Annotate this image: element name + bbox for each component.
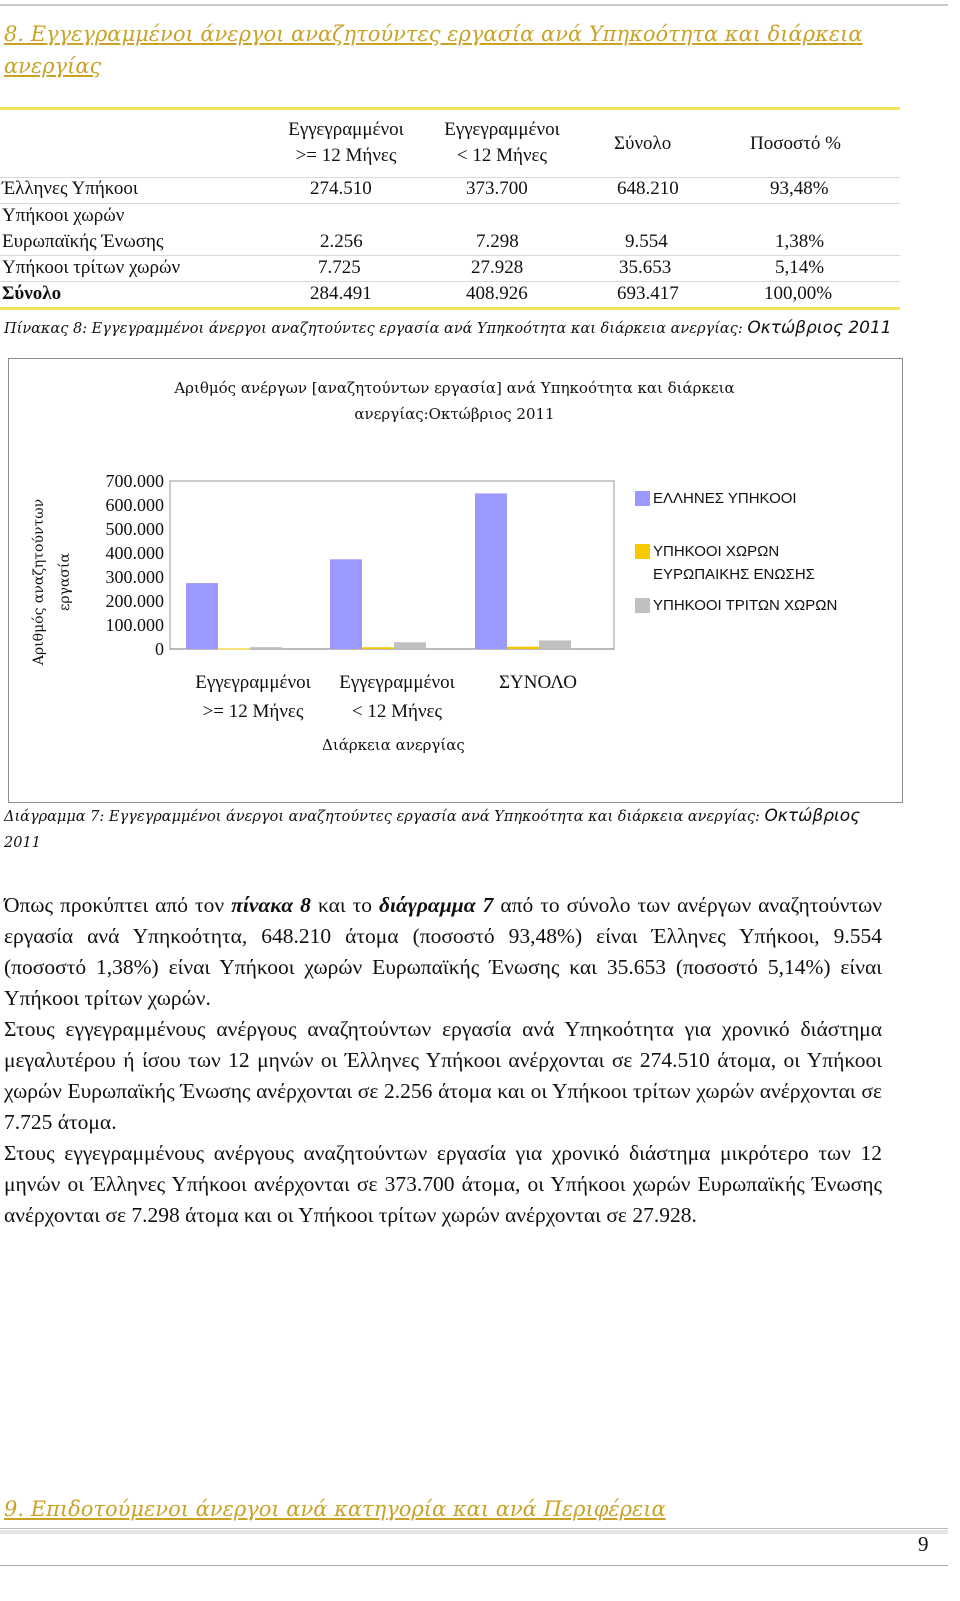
row-cell: 648.210 [617,178,679,199]
body-text [4,890,882,1231]
legend-swatch-eu [635,544,650,559]
chart-caption: Διάγραμμα 7: Εγγεγραμμένοι άνεργοι αναζητούντες εργασία ανά Υπηκοότητα και διάρκεια ανεργίας: Οκτώβριος 2011 [4,806,861,851]
row-cell: 9.554 [625,231,668,252]
bar-series-1-cat-1 [186,583,218,649]
bar-series-3-cat-1 [250,647,282,649]
legend-swatch-third [635,598,650,613]
row-label-total: Σύνολο [2,283,62,304]
legend-label-eu: ΥΠΗΚΟΟΙ ΧΩΡΩΝ ΕΥΡΩΠΑΙΚΗΣ ΕΝΩΣΗΣ [653,543,815,583]
legend-label-third: ΥΠΗΚΟΟΙ ΤΡΙΤΩΝ ΧΩΡΩΝ [653,597,838,614]
x-category-3: ΣΥΝΟΛΟ [498,672,578,693]
section-8-heading: 8. Εγγεγραμμένοι άνεργοι αναζητούντες εργασία ανά Υπηκοότητα και διάρκεια ανεργίας [4,22,863,78]
row-cell: 373.700 [466,178,528,199]
y-tick-label: 600.000 [105,495,164,515]
row-cell: 7.298 [476,231,519,252]
bar-series-2-cat-1 [218,648,250,649]
row-label: Υπήκοοι τρίτων χωρών [2,257,181,278]
row-cell: 100,00% [764,283,833,304]
row-label: Υπήκοοι χωρών [2,205,125,226]
y-tick-label: 700.000 [105,471,164,491]
row-cell: 27.928 [471,257,524,278]
row-cell: 2.256 [320,231,363,252]
x-category-1: Εγγεγραμμένοι >= 12 Μήνες [195,672,311,722]
section-9-heading: 9. Επιδοτούμενοι άνεργοι ανά κατηγορία και ανά Περιφέρεια [4,1497,666,1521]
x-category-2: Εγγεγραμμένοι < 12 Μήνες [339,672,455,722]
row-label: Έλληνες Υπήκοοι [2,178,139,199]
bar-series-2-cat-3 [507,647,539,649]
y-tick-label: 100.000 [105,615,164,635]
y-tick-label: 0 [155,639,164,659]
bar-series-2-cat-2 [362,647,394,649]
page-number: 9 [918,1532,929,1556]
row-cell: 5,14% [775,257,825,278]
row-cell: 1,38% [775,231,825,252]
legend-label-greek: ΕΛΛΗΝΕΣ ΥΠΗΚΟΟΙ [653,490,797,507]
chart-y-axis-title: Αριθμός αναζητούντων εργασία [31,498,73,666]
y-tick-label: 500.000 [105,519,164,539]
header-col2: Εγγεγραμμένοι < 12 Μήνες [444,119,560,166]
chart-title: Αριθμός ανέργων [αναζητούντων εργασία] ανά Υπηκοότητα και διάρκεια ανεργίας:Οκτώβριος 2011 [174,379,735,423]
row-cell: 35.653 [619,257,672,278]
header-col4: Ποσοστό % [750,133,841,154]
footer-rule [0,1528,948,1529]
footer-bottom-rule [0,1565,948,1566]
header-col3: Σύνολο [614,133,672,154]
paragraph-3: Στους εγγεγραμμένους ανέργους αναζητούντων εργασία για χρονικό διάστημα μικρότερο των 12 μηνών οι Έλληνες Υπήκοοι ανέρχονται σε 373.700 άτομα, οι Υπήκοοι χωρών Ευρωπαϊκής Ένωσης ανέρχονται σε 7.298 άτομα και οι Υπήκοοι τρίτων χωρών ανέρχονται σε 27.928. [4,1141,882,1227]
header-col1: Εγγεγραμμένοι >= 12 Μήνες [288,119,404,166]
bar-series-1-cat-2 [330,559,362,649]
y-tick-label: 200.000 [105,591,164,611]
row-cell: 7.725 [318,257,361,278]
y-tick-label: 300.000 [105,567,164,587]
row-cell: 284.491 [310,283,372,304]
paragraph-2: Στους εγγεγραμμένους ανέργους αναζητούντων εργασία ανά Υπηκοότητα για χρονικό διάστημα μεγαλυτέρου ή ίσου των 12 μηνών οι Έλληνες Υπήκοοι ανέρχονται σε 274.510 άτομα, οι Υπήκοοι χωρών Ευρωπαϊκής Ένωσης ανέρχονται σε 2.256 άτομα και οι Υπήκοοι τρίτων χωρών ανέρχονται σε 7.725 άτομα. [4,1017,882,1134]
plot-frame [170,481,614,649]
row-cell: 274.510 [310,178,372,199]
bar-series-3-cat-2 [394,642,426,649]
paragraph-1: Όπως προκύπτει από τον πίνακα 8 και το διάγραμμα 7 από το σύνολο των ανέργων αναζητούντων εργασία ανά Υπηκοότητα, 648.210 άτομα (ποσοστό 93,48%) είναι Έλληνες Υπήκοοι, 9.554 (ποσοστό 1,38%) είναι Υπήκοοι χωρών Ευρωπαϊκής Ένωσης και 35.653 (ποσοστό 5,14%) είναι Υπήκοοι τρίτων χωρών. [4,893,882,1010]
y-tick-label: 400.000 [105,543,164,563]
row-cell: 693.417 [617,283,679,304]
table-caption: Πίνακας 8: Εγγεγραμμένοι άνεργοι αναζητούντες εργασία ανά Υπηκοότητα και διάρκεια ανεργίας: Οκτώβριος 2011 [4,318,892,338]
row-cell: 408.926 [466,283,528,304]
chart-x-axis-title: Διάρκεια ανεργίας [322,736,465,754]
bar-series-3-cat-3 [539,640,571,649]
footer-band [0,1530,948,1534]
row-cell: 93,48% [770,178,829,199]
legend-swatch-greek [635,491,650,506]
row-label: Ευρωπαϊκής Ένωσης [2,231,164,252]
bar-series-1-cat-3 [475,493,507,649]
